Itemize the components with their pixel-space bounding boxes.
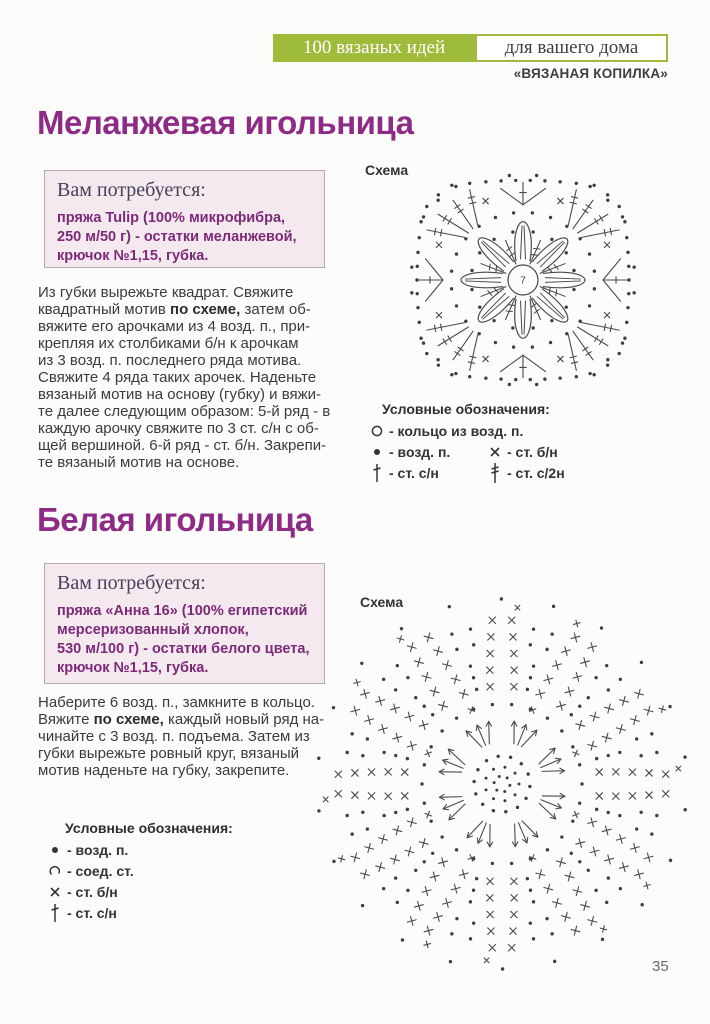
legend-item-label: - ст. с/н <box>67 904 117 921</box>
materials-heading: Вам потребуется: <box>57 179 206 201</box>
legend-item-slip <box>48 860 268 881</box>
chain-ring-icon <box>370 421 384 441</box>
crochet-diagram-square-motif <box>383 168 666 400</box>
legend-heading: Условные обозначения: <box>382 401 550 417</box>
page-number: 35 <box>652 958 669 975</box>
legend-item-label: - ст. с/2н <box>507 464 565 481</box>
legend-item-dot <box>48 839 268 860</box>
article2-title: Белая игольница <box>37 501 313 538</box>
section-tagline: «ВЯЗАНАЯ КОПИЛКА» <box>513 66 668 81</box>
schema2-label: Схема <box>360 594 404 610</box>
legend-item-ring <box>370 420 600 441</box>
article1-instructions: Из губки вырежьте квадрат. Свяжите квадратный мотив по схеме, затем об- вяжите его арочками из 4 возд. п., при- крепляя их столбиками б/н к арочкам из 3 возд. п. последнего ряда мотива. Свяжите 4 ряда таких арочек. Наденьте вязаный мотив на основу (губку) и вяжи- те далее следующим образом: 5-й ряд - в каждую арочку свяжите по 3 ст. с/н с об- щей вершиной. 6-й ряд - ст. б/н. Закрепи- те вязаный мотив на основе. <box>38 284 331 471</box>
legend-item-label: - возд. п. <box>67 841 129 858</box>
legend-item-label: - ст. б/н <box>67 883 118 900</box>
legend-item-label: - соед. ст. <box>67 862 134 879</box>
article2-legend <box>48 820 268 923</box>
single-crochet-icon <box>488 442 502 462</box>
article1-legend <box>370 401 600 483</box>
legend-item-dc <box>48 902 268 923</box>
single-crochet-icon <box>48 882 62 902</box>
series-badge: 100 вязаных идей <box>273 34 475 62</box>
legend-item-dc <box>370 462 488 483</box>
chain-stitch-icon <box>370 442 384 462</box>
article2-instructions: Наберите 6 возд. п., замкните в кольцо. Вяжите по схеме, каждый новый ряд на- чинайте с 3 возд. п. подъема. Затем из губки вырежьте ровный круг, вязаный мотив наденьте на губку, закрепите. <box>38 694 325 779</box>
materials-heading: Вам потребуется: <box>57 572 206 594</box>
legend-item-label: - ст. с/н <box>389 464 439 481</box>
article1-materials-box <box>44 170 325 268</box>
legend-heading: Условные обозначения: <box>65 820 233 836</box>
materials-text: пряжа Tulip (100% микрофибра, 250 м/50 г) - остатки меланжевой, крючок №1,15, губка. <box>57 210 297 264</box>
legend-items <box>370 420 600 483</box>
legend-item-label: - ст. б/н <box>507 443 558 460</box>
double-crochet-icon <box>48 903 62 923</box>
legend-items <box>48 839 268 923</box>
article2-materials-box <box>44 563 325 684</box>
legend-item-label: - кольцо из возд. п. <box>389 422 524 439</box>
crochet-diagram-round-motif <box>317 597 697 979</box>
chain-stitch-icon <box>48 840 62 860</box>
legend-item-dot <box>370 441 488 462</box>
series-badge-suffix: для вашего дома <box>475 34 668 62</box>
article1-title: Меланжевая игольница <box>37 104 414 141</box>
schema1-label: Схема <box>365 162 409 178</box>
legend-item-dc2 <box>488 462 600 483</box>
materials-text: пряжа «Анна 16» (100% египетский мерсеризованный хлопок, 530 м/100 г) - остатки белого цвета, крючок №1,15, губка. <box>57 603 310 676</box>
treble-crochet-icon <box>488 463 502 483</box>
legend-item-label: - возд. п. <box>389 443 451 460</box>
legend-item-x <box>48 881 268 902</box>
slip-stitch-icon <box>48 861 62 881</box>
schema-center-label: 7 <box>520 275 526 287</box>
legend-item-x <box>488 441 600 462</box>
double-crochet-icon <box>370 463 384 483</box>
